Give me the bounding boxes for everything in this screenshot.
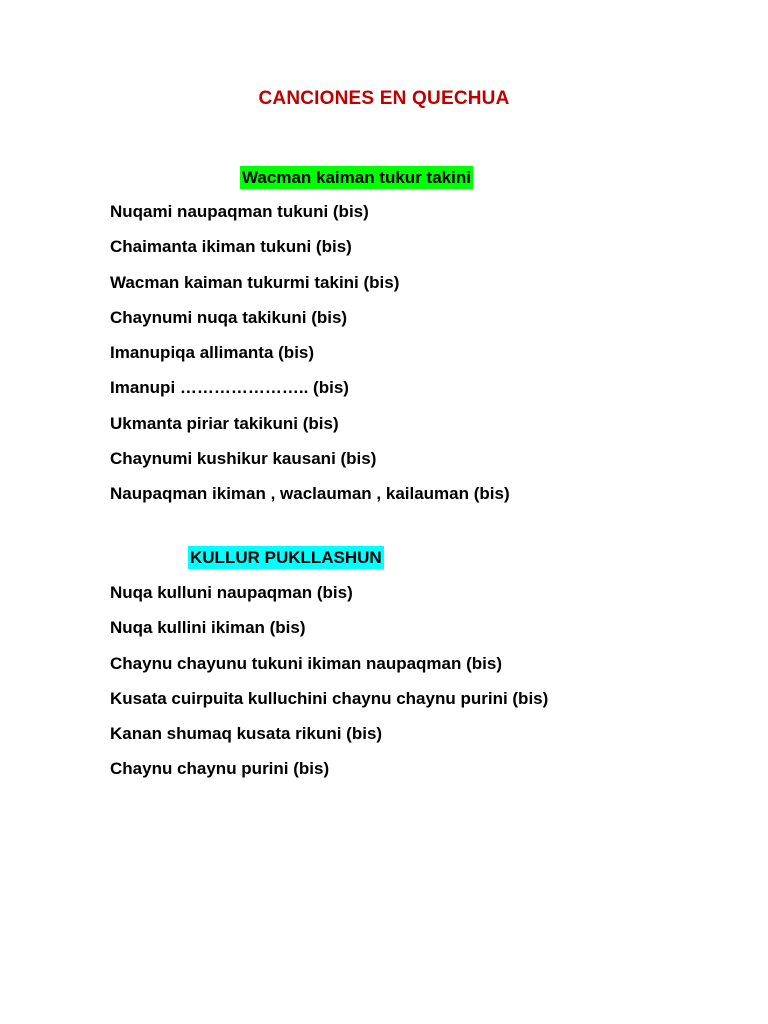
lyric-line: Imanupi ………………….. (bis)	[110, 378, 349, 398]
lyric-line: Kusata cuirpuita kulluchini chaynu chaynu purini (bis)	[110, 688, 549, 708]
song-1-heading: Wacman kaiman tukur takini	[242, 168, 471, 187]
song-1-lyrics	[110, 201, 510, 519]
lyric-line: Chaynumi nuqa takikuni (bis)	[110, 307, 348, 327]
lyric-line: Chaynu chaynu purini (bis)	[110, 759, 330, 779]
lyric-line: Naupaqman ikiman , waclauman , kailauman (bis)	[110, 484, 510, 504]
lyric-line: Chaynumi kushikur kausani (bis)	[110, 449, 377, 469]
lyric-line: Chaynu chayunu tukuni ikiman naupaqman (bis)	[110, 653, 502, 673]
lyric-line: Kanan shumaq kusata rikuni (bis)	[110, 724, 383, 744]
song-2-heading: KULLUR PUKLLASHUN	[190, 548, 382, 567]
lyric-line: Chaimanta ikiman tukuni (bis)	[110, 237, 352, 257]
lyric-line: Nuqami naupaqman tukuni (bis)	[110, 202, 369, 221]
document-title: CANCIONES EN QUECHUA	[258, 88, 510, 109]
lyric-line: Imanupiqa allimanta (bis)	[110, 343, 315, 363]
lyric-line: Nuqa kulluni naupaqman (bis)	[110, 583, 353, 602]
lyric-line: Wacman kaiman tukurmi takini (bis)	[110, 272, 400, 292]
lyric-line: Ukmanta piriar takikuni (bis)	[110, 413, 339, 433]
lyric-line: Nuqa kullini ikiman (bis)	[110, 618, 306, 638]
song-2-lyrics	[110, 582, 548, 794]
